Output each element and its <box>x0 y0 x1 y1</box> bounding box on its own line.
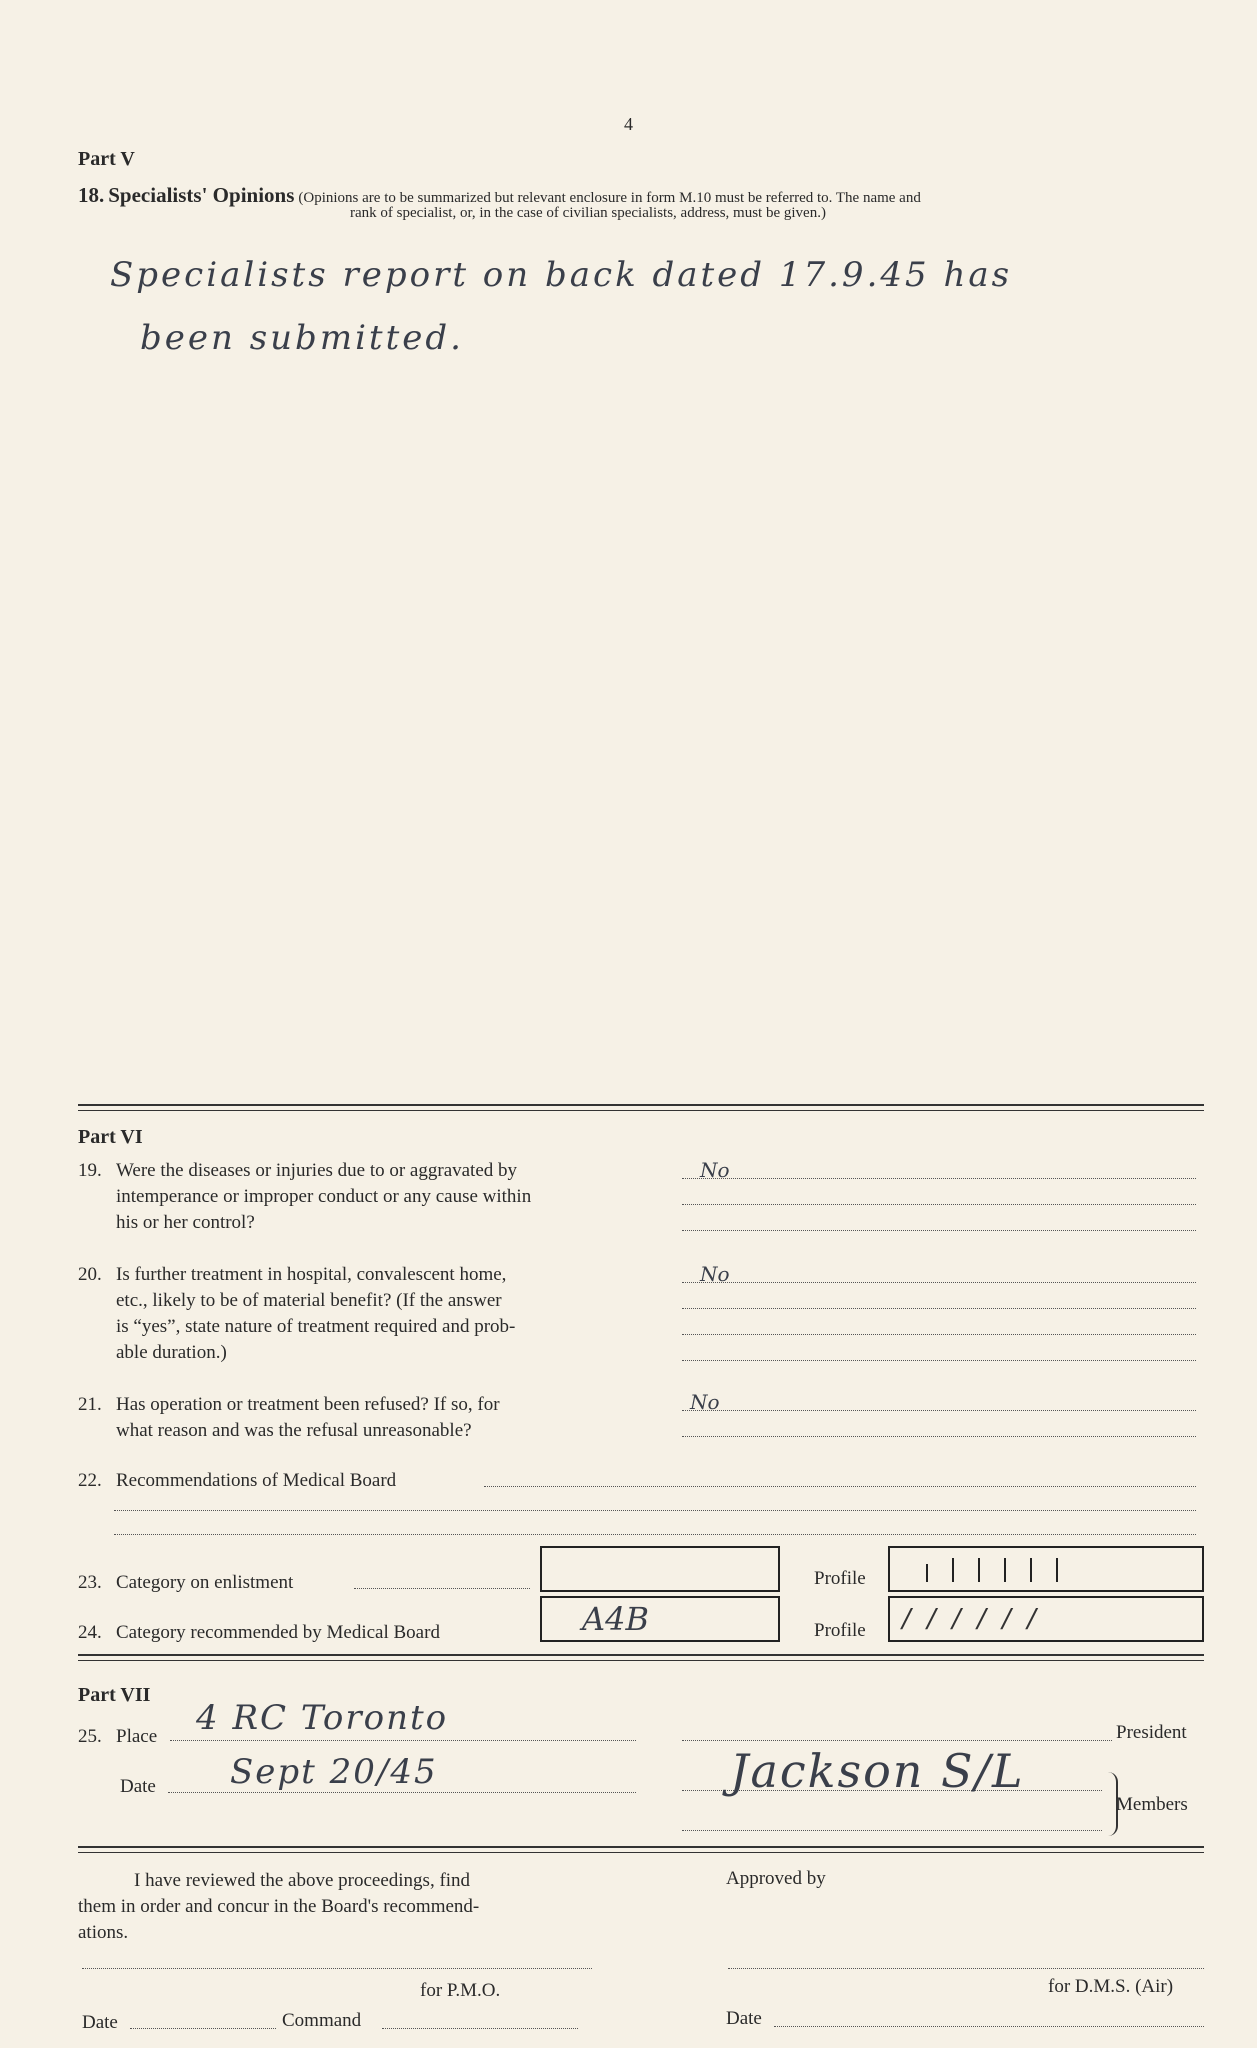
q19-line-c <box>682 1230 1196 1231</box>
command-line <box>382 2028 578 2029</box>
q18-number: 18. <box>78 183 105 207</box>
q19-number: 19. <box>78 1160 102 1181</box>
q20-line-d <box>682 1360 1196 1361</box>
part-7-title: Part VII <box>78 1684 151 1706</box>
divider-review-bottom <box>78 1852 1204 1853</box>
q18-note-line1: (Opinions are to be summarized but relevant enclosure in form M.10 must be referred to. The name and <box>298 190 921 206</box>
q25-date-line <box>168 1792 636 1793</box>
for-dms-label: for D.M.S. (Air) <box>1048 1976 1174 1997</box>
q23-leader <box>354 1588 530 1589</box>
profile-tick <box>1030 1558 1032 1582</box>
dms-signature-line <box>728 1968 1204 1969</box>
q23-number: 23. <box>78 1572 102 1593</box>
q19-answer: No <box>700 1158 730 1182</box>
members-label: Members <box>1116 1794 1188 1815</box>
q21-line-a <box>682 1410 1196 1411</box>
divider-review-top <box>78 1846 1204 1848</box>
question-20 <box>78 1262 658 1366</box>
q20-answer: No <box>700 1262 730 1286</box>
review-line3: ations. <box>78 1922 129 1943</box>
q19-line3: his or her control? <box>116 1212 255 1233</box>
q21-answer: No <box>690 1390 720 1414</box>
member-line-2 <box>682 1830 1102 1831</box>
divider-part7-top <box>78 1654 1204 1656</box>
president-label: President <box>1116 1722 1187 1743</box>
part-6-title: Part VI <box>78 1126 143 1148</box>
approved-by-label: Approved by <box>726 1868 826 1889</box>
q23-category-box[interactable] <box>540 1546 780 1592</box>
q23-label: Category on enlistment <box>116 1572 294 1593</box>
profile-tick <box>1056 1558 1058 1582</box>
q22-label: Recommendations of Medical Board <box>116 1470 397 1491</box>
date-label-left: Date <box>82 2012 118 2033</box>
q20-line1: Is further treatment in hospital, convalescent home, <box>116 1264 507 1285</box>
q24-profile-box[interactable] <box>888 1596 1204 1642</box>
command-label: Command <box>282 2010 362 2031</box>
profile-tick <box>926 1564 928 1582</box>
q20-number: 20. <box>78 1264 102 1285</box>
q20-line-b <box>682 1308 1196 1309</box>
q22-line-b <box>114 1510 1196 1511</box>
q24-category-value: A4B <box>582 1600 649 1638</box>
q18-answer-line1: Specialists report on back dated 17.9.45 has <box>110 255 1013 295</box>
q19-line-a <box>682 1178 1196 1179</box>
q21-line-b <box>682 1436 1196 1437</box>
for-pmo-label: for P.M.O. <box>420 1980 501 2001</box>
q22-line-a <box>484 1486 1196 1487</box>
q24-number: 24. <box>78 1622 102 1643</box>
date-line-right <box>774 2026 1204 2027</box>
q21-line2: what reason and was the refusal unreasonable? <box>116 1420 472 1441</box>
question-23 <box>78 1570 293 1596</box>
q23-profile-box[interactable] <box>888 1546 1204 1592</box>
q19-line-b <box>682 1204 1196 1205</box>
question-19 <box>78 1158 658 1236</box>
q21-number: 21. <box>78 1394 102 1415</box>
q21-line1: Has operation or treatment been refused? If so, for <box>116 1394 500 1415</box>
q24-profile-label: Profile <box>814 1620 866 1641</box>
question-25 <box>78 1724 157 1750</box>
q20-line3: is “yes”, state nature of treatment required and prob- <box>116 1316 516 1337</box>
page-number: 4 <box>624 114 633 134</box>
q23-profile-label: Profile <box>814 1568 866 1589</box>
divider-top <box>78 1104 1204 1106</box>
review-line2: them in order and concur in the Board's recommend- <box>78 1896 480 1917</box>
question-24 <box>78 1620 440 1646</box>
pmo-signature-line <box>82 1968 592 1969</box>
q25-place-line <box>170 1740 636 1741</box>
president-line <box>682 1740 1112 1741</box>
question-22 <box>78 1468 396 1494</box>
date-line-left <box>130 2028 276 2029</box>
q25-date-label: Date <box>120 1776 156 1797</box>
profile-tick <box>978 1558 980 1582</box>
divider-bottom <box>78 1110 1204 1111</box>
review-statement <box>78 1868 618 1946</box>
date-label-right: Date <box>726 2008 762 2029</box>
member-signature: Jackson S/L <box>730 1744 1025 1798</box>
q24-label: Category recommended by Medical Board <box>116 1622 440 1643</box>
q25-number: 25. <box>78 1726 102 1747</box>
profile-tick <box>1004 1558 1006 1582</box>
q18-answer-line2: been submitted. <box>140 318 464 358</box>
part-5-title: Part V <box>78 148 135 170</box>
q19-line2: intemperance or improper conduct or any cause within <box>116 1186 532 1207</box>
q24-profile-value: / / / / / / <box>902 1604 1040 1634</box>
q20-line-a <box>682 1282 1196 1283</box>
profile-tick <box>952 1558 954 1582</box>
q20-line-c <box>682 1334 1196 1335</box>
q19-line1: Were the diseases or injuries due to or aggravated by <box>116 1160 518 1181</box>
review-line1: I have reviewed the above proceedings, find <box>134 1870 471 1891</box>
q25-date-value: Sept 20/45 <box>230 1752 438 1792</box>
question-21 <box>78 1392 658 1444</box>
q20-line2: etc., likely to be of material benefit? (If the answer <box>116 1290 502 1311</box>
q22-line-c <box>114 1534 1196 1535</box>
q25-place-label: Place <box>116 1726 158 1747</box>
q25-place-value: 4 RC Toronto <box>196 1698 449 1738</box>
q18-label: Specialists' Opinions <box>108 183 295 207</box>
q24-category-box[interactable] <box>540 1596 780 1642</box>
q22-number: 22. <box>78 1470 102 1491</box>
q20-line4: able duration.) <box>116 1342 227 1363</box>
divider-part7-bottom <box>78 1660 1204 1661</box>
q18-note-line2: rank of specialist, or, in the case of civilian specialists, address, must be given.) <box>350 205 826 221</box>
